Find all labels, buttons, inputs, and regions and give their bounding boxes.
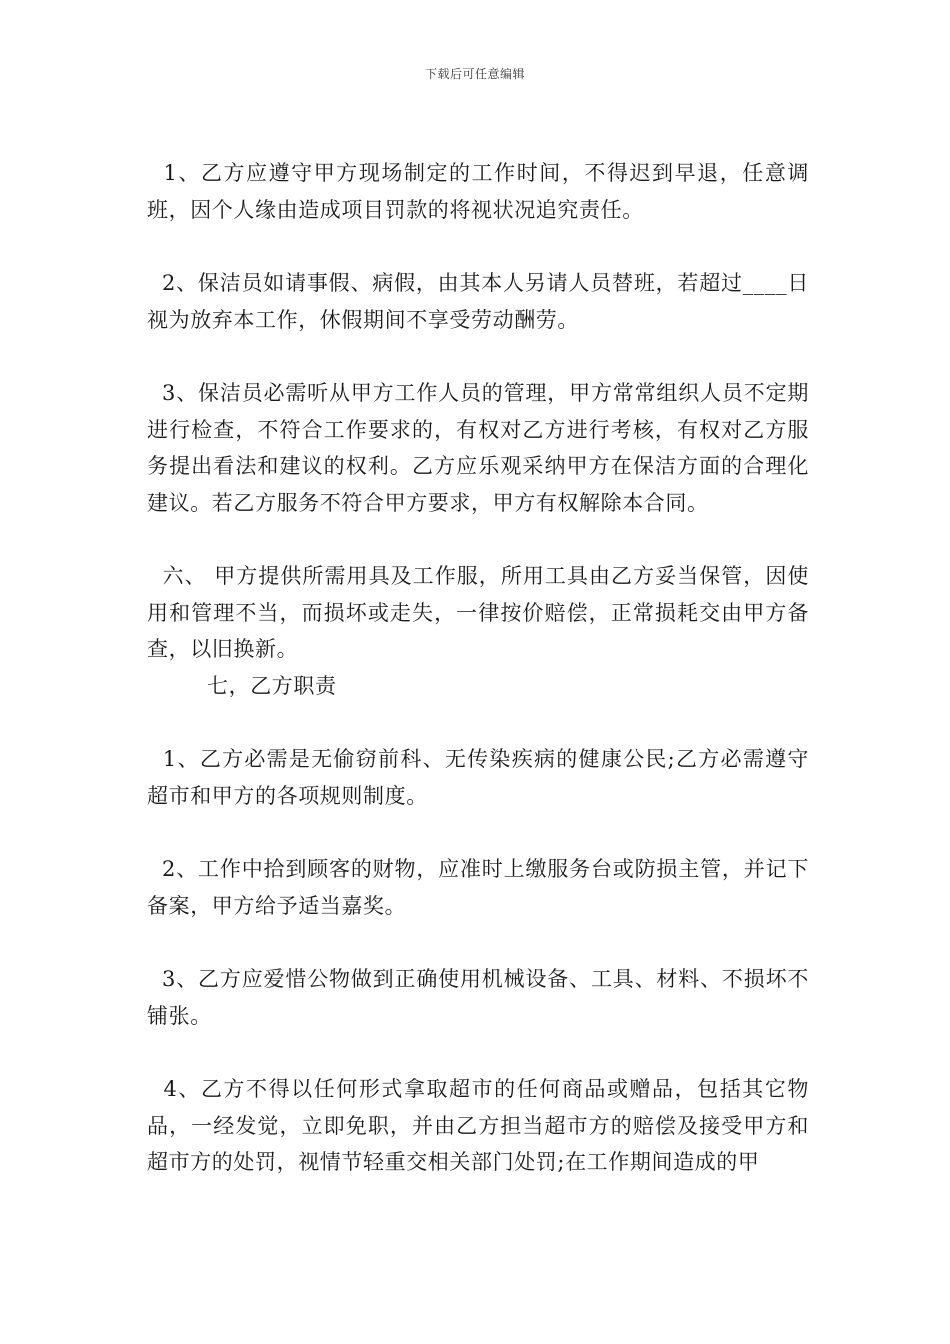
clause-1-working-hours: 1、乙方应遵守甲方现场制定的工作时间，不得迟到早退，任意调班，因个人缘由造成项目罚款的将视状况追究责任。 <box>147 161 809 222</box>
duty-3-equipment: 3、乙方应爱惜公物做到正确使用机械设备、工具、材料、不损坏不铺张。 <box>147 967 809 1028</box>
clause-3-management: 3、保洁员必需听从甲方工作人员的管理，甲方常常组织人员不定期进行检查，不符合工作要求的，有权对乙方进行考核，有权对乙方服务提出看法和建议的权利。乙方应乐观采纳甲方在保洁方面的合理化建议。若乙方服务不符合甲方要求，甲方有权解除本合同。 <box>147 381 809 515</box>
duty-4-merchandise: 4、乙方不得以任何形式拿取超市的任何商品或赠品，包括其它物品，一经发觉，立即免职，并由乙方担当超市方的赔偿及接受甲方和超市方的处罚，视情节轻重交相关部门处罚;在工作期间造成的甲 <box>147 1077 809 1174</box>
page-header-note: 下载后可任意编辑 <box>424 67 525 81</box>
duty-2-lost-property: 2、工作中拾到顾客的财物，应准时上缴服务台或防损主管，并记下备案，甲方给予适当嘉奖。 <box>147 857 809 918</box>
document-body <box>147 155 809 1181</box>
section-7-heading: 七，乙方职责 <box>207 673 337 698</box>
section-6-tools: 六、 甲方提供所需用具及工作服，所用工具由乙方妥当保管，因使用和管理不当，而损坏或走失，一律按价赔偿，正常损耗交由甲方备查，以旧换新。 <box>147 564 809 661</box>
clause-2-leave: 2、保洁员如请事假、病假，由其本人另请人员替班，若超过____日视为放弃本工作，休假期间不享受劳动酬劳。 <box>147 271 809 332</box>
duty-1-health: 1、乙方必需是无偷窃前科、无传染疾病的健康公民;乙方必需遵守超市和甲方的各项规则制度。 <box>147 747 809 808</box>
